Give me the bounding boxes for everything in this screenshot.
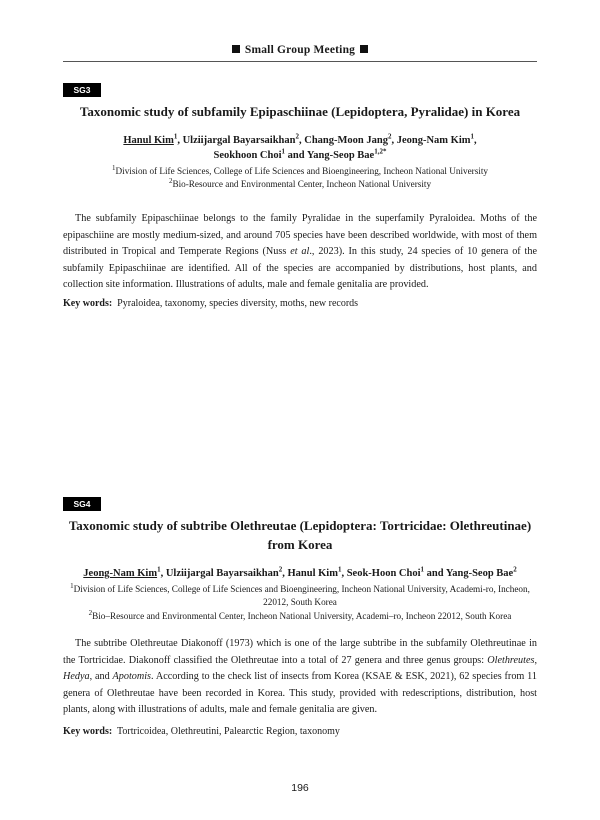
author-sup: 1 bbox=[420, 565, 425, 574]
author-name: Chang-Moon Jang bbox=[304, 135, 388, 146]
author-sup: 1 bbox=[173, 132, 178, 141]
author-name: Yang-Seop Bae bbox=[306, 150, 375, 161]
author-name: Hanul Kim bbox=[123, 135, 174, 146]
author-name: Ulziijargal Bayarsaikhan bbox=[182, 135, 296, 146]
section-tag: SG3 bbox=[63, 83, 101, 97]
affiliation: $^2$Bio–Resource and Environmental Center, Incheon National University, Academi–ro, Incheon 22012, South Korea bbox=[88, 608, 512, 621]
author-sup: 2 bbox=[387, 132, 392, 141]
header-title: Small Group Meeting bbox=[244, 44, 356, 56]
author-sup: 2 bbox=[295, 132, 299, 141]
affiliations bbox=[63, 165, 537, 190]
affiliation: $^1$Division of Life Sciences, College of Life Sciences and Bioengineering, Incheon National University bbox=[112, 163, 488, 176]
title-line: Taxonomic study of subfamily Epipaschiinae (Lepidoptera, Pyralidae) in Korea bbox=[79, 104, 521, 119]
keywords bbox=[63, 725, 537, 739]
running-header bbox=[63, 44, 537, 56]
author-name: Yang-Seop Bae bbox=[445, 568, 514, 579]
author-list: Jeong-Nam Kim$^1$, Ulziijargal Bayarsaikhan$^2$, Hanul Kim$^1$, Seok-Hoon Choi$^1$ and Yang-Seop Bae$^2$ bbox=[83, 565, 517, 579]
author-name: Seok-Hoon Choi bbox=[346, 568, 421, 579]
author-name: Ulziijargal Bayarsaikhan bbox=[165, 568, 279, 579]
abstract-body: The subtribe Olethreutae Diakonoff (1973) which is one of the large subtribe in the subfamily Olethreutinae in the Tortricidae. Diakonoff classified the Olethreutae into a total of 27 genera and three genus groups: Olethreutes, Hedya, and Apotomis. According to the check list of insects from Korea (KSAE & ESK, 2021), 62 species from 11 genera of Olethreutae have been recorded in Korea. This study, provided with redescriptions, distribution, host plants, along with illustrations of adults, male and female genitalia are given. bbox=[63, 638, 537, 715]
section-tag: SG4 bbox=[63, 497, 101, 511]
author-list: Hanul Kim$^1$, Ulziijargal Bayarsaikhan$^2$, Chang-Moon Jang$^2$, Jeong-Nam Kim$^1$, Seokhoon Choi$^1$ and Yang-Seop Bae$^{1,2*}$ bbox=[123, 132, 477, 161]
author-sup: 1 bbox=[281, 147, 286, 156]
author-name: Hanul Kim bbox=[287, 568, 338, 579]
abstract-title bbox=[63, 516, 537, 554]
abstract-title bbox=[63, 102, 537, 121]
author-sup: 2 bbox=[513, 565, 517, 574]
author-sup: 1 bbox=[470, 132, 475, 141]
author-sup: 1 bbox=[337, 565, 342, 574]
keywords-value: Pyraloidea, taxonomy, species diversity, moths, new records bbox=[117, 298, 359, 309]
title-line: Taxonomic study of subtribe Olethreutae (Lepidoptera: Tortricidae: Olethreutinae) bbox=[68, 518, 532, 533]
header-rule bbox=[63, 61, 537, 62]
keywords-label: Key words: bbox=[63, 298, 113, 309]
author-name: Jeong-Nam Kim bbox=[83, 568, 158, 579]
abstract-body: The subfamily Epipaschiinae belongs to the family Pyralidae in the superfamily Pyraloidea. Moths of the epipaschiine are mostly medium-sized, and around 705 species have been described worldwide, with most of them distributed in Tropical and Temperate Regions (Nuss et al., 2023). In this study, 24 species of 10 genera of the subfamily Epipaschiinae are identified. All of the species are accompanied by distributions, host plants, and collection site information. Illustrations of adults, male and female genitalia are provided. bbox=[63, 213, 538, 290]
author-sup: 2 bbox=[278, 565, 283, 574]
affiliation: $^1$Division of Life Sciences, College of Life Sciences and Bioengineering, Incheon National University, Academi-ro, Incheon, 22012, South Korea bbox=[70, 581, 530, 607]
author-sup: 1,2* bbox=[374, 147, 387, 156]
title-line: from Korea bbox=[267, 537, 333, 552]
keywords-value: Tortricoidea, Olethreutini, Palearctic Region, taxonomy bbox=[117, 726, 340, 737]
page-number: 196 bbox=[291, 782, 309, 794]
author-name: Jeong-Nam Kim bbox=[396, 135, 471, 146]
keywords bbox=[63, 297, 537, 311]
square-bullet-icon bbox=[360, 45, 368, 53]
affiliation: $^2$Bio-Resource and Environmental Center, Incheon National University bbox=[168, 176, 432, 189]
affiliations bbox=[63, 583, 537, 623]
author-name: Seokhoon Choi bbox=[213, 150, 282, 161]
author-sup: 1 bbox=[157, 565, 161, 574]
square-bullet-icon bbox=[232, 45, 240, 53]
keywords-label: Key words: bbox=[63, 726, 113, 737]
